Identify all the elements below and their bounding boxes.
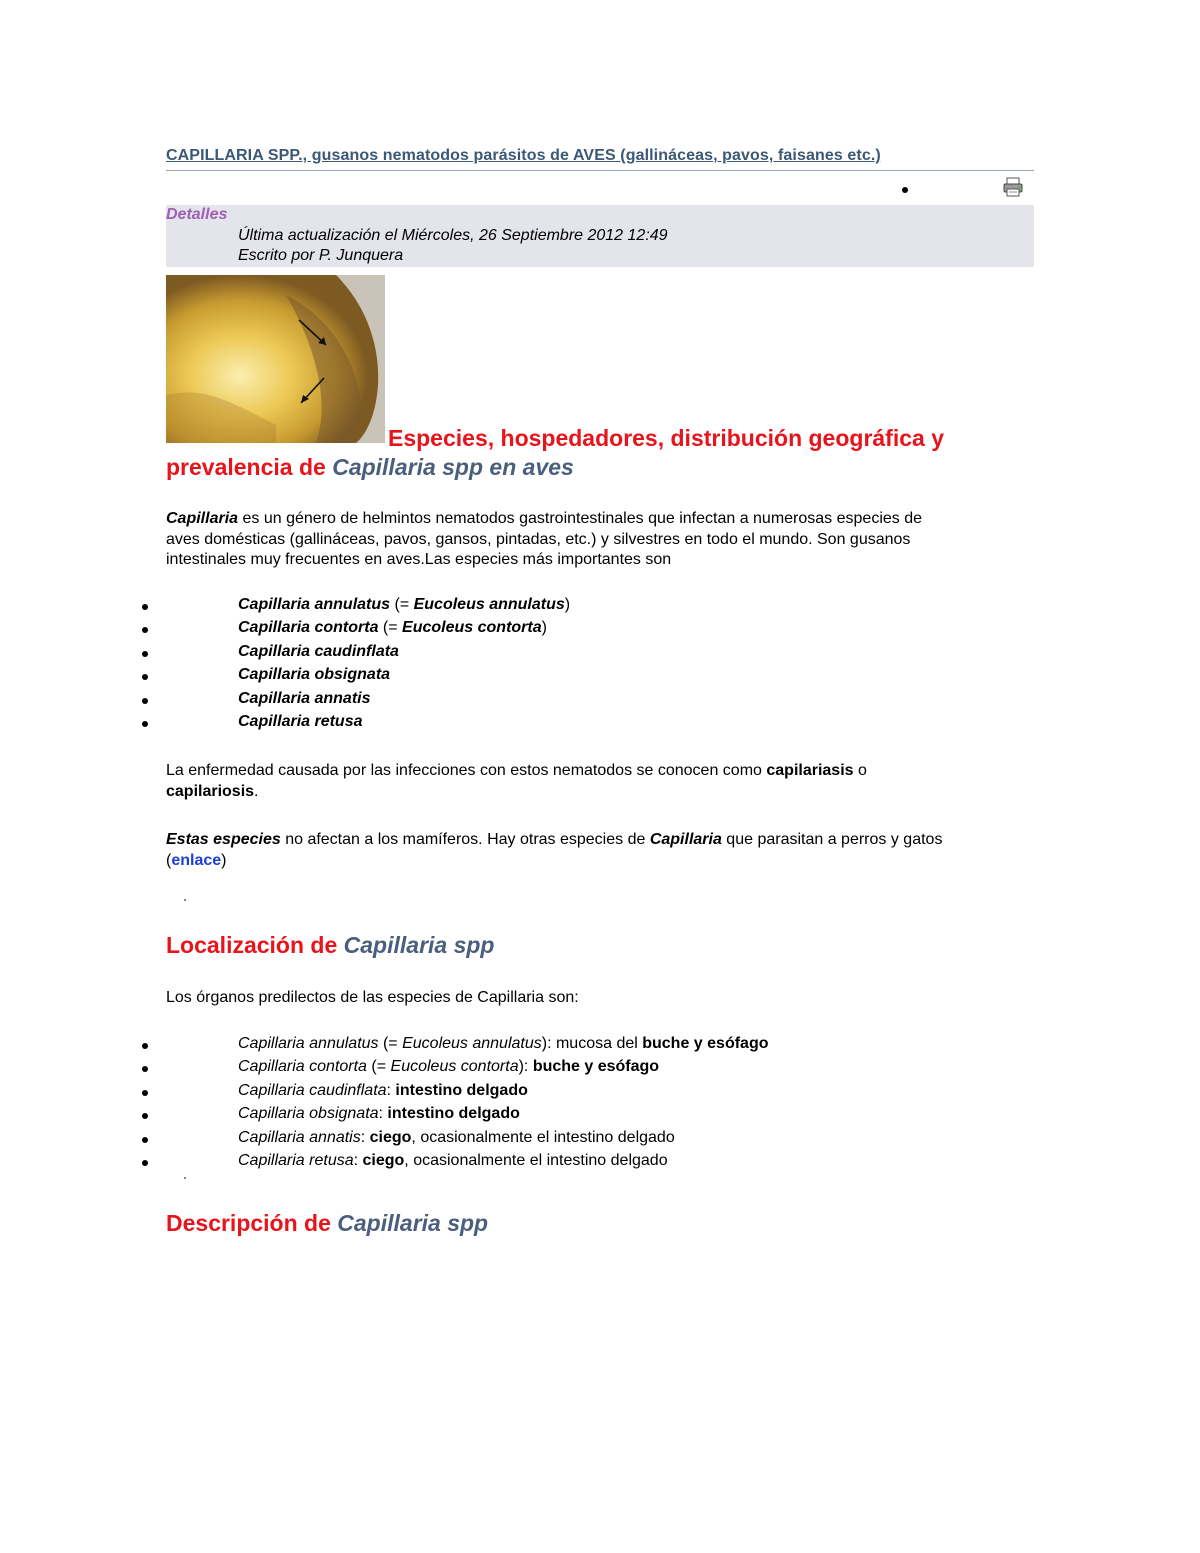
note-paragraph: [166, 830, 1034, 871]
species-name: Capillaria caudinflata: [238, 642, 399, 660]
organ-synonym: Eucoleus contorta: [390, 1058, 519, 1076]
section2-heading-red: Localización de: [166, 932, 344, 958]
bullet-icon: [142, 1043, 148, 1049]
section3-heading: [166, 1209, 488, 1238]
capillaria-photo: [166, 275, 385, 443]
species-paren: ): [564, 596, 571, 613]
tools-bullet: [902, 187, 908, 193]
organ-species: Capillaria contorta: [238, 1058, 367, 1076]
disease-text: o: [853, 762, 867, 779]
section1-heading-red: prevalencia de: [166, 454, 333, 480]
article-details: [166, 205, 1034, 267]
note-text: (: [166, 851, 172, 869]
organ-text: :: [386, 1081, 396, 1099]
note-text: no afectan a los mamíferos. Hay otras especies de: [280, 831, 650, 848]
author: Escrito por P. Junquera: [238, 247, 404, 264]
organ-location: buche y esófago: [642, 1035, 769, 1052]
disease-text: La enfermedad causada por las infecciones con estos nematodos se conocen como: [166, 762, 767, 779]
organ-species: Capillaria caudinflata: [238, 1081, 387, 1099]
details-label: Detalles: [166, 206, 228, 223]
organ-text: (=: [378, 1035, 403, 1052]
disease-term: capilariasis: [766, 762, 854, 779]
bullet-icon: [142, 1066, 148, 1072]
section2-heading: [166, 931, 494, 960]
section3-heading-red: Descripción de: [166, 1210, 338, 1236]
bullet-icon: [142, 604, 148, 610]
bullet-icon: [142, 1160, 148, 1166]
enlace-link[interactable]: enlace: [171, 851, 222, 869]
organ-text: :: [353, 1151, 363, 1169]
note-text: ): [221, 851, 227, 869]
organs-intro: Los órganos predilectos de las especies de Capillaria son:: [166, 989, 579, 1006]
species-paren: (=: [378, 619, 403, 637]
intro-line3: intestinales muy frecuentes en aves.Las especies más importantes son: [166, 551, 672, 568]
section3-heading-blue: Capillaria spp: [337, 1210, 489, 1236]
organ-text: , ocasionalmente el intestino delgado: [404, 1151, 668, 1169]
organ-text: :: [378, 1105, 388, 1123]
note-term: Estas especies: [166, 831, 281, 848]
organ-location: intestino delgado: [387, 1105, 520, 1123]
disease-paragraph: [166, 761, 1034, 802]
disease-term: capilariosis: [166, 782, 255, 800]
species-name: Capillaria annatis: [238, 689, 371, 707]
bullet-icon: [142, 1137, 148, 1143]
organ-location: intestino delgado: [395, 1081, 528, 1099]
bullet-icon: [142, 721, 148, 727]
organ-text: ):: [518, 1058, 533, 1076]
section2-heading-blue: Capillaria spp: [343, 932, 495, 958]
intro-line1: es un género de helmintos nematodos gastrointestinales que infectan a numerosas especies de: [238, 510, 923, 527]
bullet-icon: [142, 627, 148, 633]
separator-dot: [184, 899, 186, 901]
photo-illustration: [166, 275, 385, 443]
organ-text: ): mucosa del: [541, 1035, 643, 1052]
bullet-icon: [142, 1113, 148, 1119]
species-paren: ): [541, 619, 547, 637]
bullet-icon: [142, 674, 148, 680]
last-updated: Última actualización el Miércoles, 26 Septiembre 2012 12:49: [238, 227, 668, 244]
species-paren: (=: [390, 596, 414, 613]
organ-location: ciego: [362, 1151, 405, 1169]
organ-location: ciego: [369, 1128, 412, 1146]
separator-dot: [184, 1177, 186, 1179]
intro-line2: aves domésticas (gallináceas, pavos, gansos, pintadas, etc.) y silvestres en todo el mundo. Son gusanos: [166, 530, 911, 548]
organ-species: Capillaria obsignata: [238, 1105, 379, 1123]
species-name: Capillaria obsignata: [238, 666, 391, 684]
article-tools: [898, 176, 1034, 202]
organ-species: Capillaria annatis: [238, 1128, 361, 1146]
intro-paragraph: [166, 509, 1034, 571]
note-term: Capillaria: [649, 831, 722, 848]
species-name: Capillaria retusa: [238, 712, 363, 730]
organ-species: Capillaria retusa: [238, 1151, 354, 1169]
note-text: que parasitan a perros y gatos: [721, 831, 943, 848]
species-name: Capillaria contorta: [238, 619, 379, 637]
organ-location: buche y esófago: [532, 1058, 660, 1076]
organ-text: :: [360, 1128, 370, 1146]
species-synonym: Eucoleus contorta: [402, 619, 542, 637]
organ-text: (=: [366, 1058, 391, 1076]
article-title-link[interactable]: CAPILLARIA SPP., gusanos nematodos parásitos de AVES (gallináceas, pavos, faisanes etc.): [166, 147, 881, 164]
organ-text: , ocasionalmente el intestino delgado: [411, 1128, 675, 1146]
organ-species: Capillaria annulatus: [238, 1035, 379, 1052]
printer-icon[interactable]: [1002, 176, 1024, 198]
species-synonym: Eucoleus annulatus: [413, 596, 565, 613]
bullet-icon: [142, 698, 148, 704]
title-divider: [166, 170, 1034, 171]
disease-text: .: [254, 782, 259, 800]
section1-heading-line1: Especies, hospedadores, distribución geográfica y: [388, 425, 944, 451]
intro-term: Capillaria: [166, 510, 239, 527]
section1-heading-line2: [166, 453, 574, 482]
bullet-icon: [142, 1090, 148, 1096]
organ-synonym: Eucoleus annulatus: [402, 1035, 542, 1052]
section1-heading-blue: Capillaria spp en aves: [332, 454, 574, 480]
species-name: Capillaria annulatus: [238, 596, 391, 613]
bullet-icon: [142, 651, 148, 657]
